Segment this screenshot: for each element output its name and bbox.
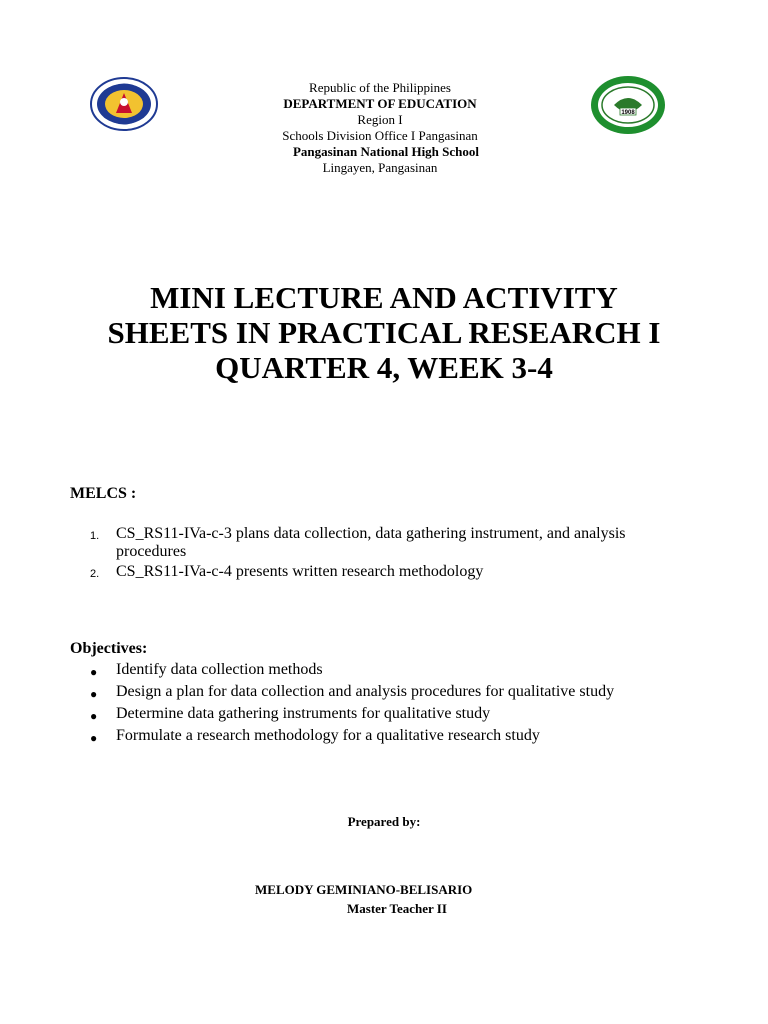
objectives-heading: Objectives: <box>70 640 148 657</box>
item-text: Determine data gathering instruments for qualitative study <box>116 705 491 722</box>
bullet-icon: ● <box>90 665 98 679</box>
letterhead <box>0 80 760 176</box>
item-text: CS_RS11-IVa-c-4 presents written research methodology <box>116 563 484 580</box>
item-number: 2. <box>90 568 100 580</box>
objectives-list <box>90 661 690 749</box>
document-title <box>0 280 768 385</box>
prepared-by-label: Prepared by: <box>347 814 421 829</box>
letterhead-country: Republic of the Philippines <box>309 80 451 95</box>
letterhead-division: Schools Division Office I Pangasinan <box>282 128 478 143</box>
item-text: Formulate a research methodology for a qualitative research study <box>116 727 540 744</box>
melcs-list <box>90 525 690 585</box>
letterhead-region: Region I <box>357 112 403 127</box>
letterhead-department: DEPARTMENT OF EDUCATION <box>283 96 477 111</box>
item-number: 1. <box>90 530 100 542</box>
bullet-icon: ● <box>90 731 98 745</box>
list-item <box>90 661 690 681</box>
title-line-3: QUARTER 4, WEEK 3-4 <box>215 350 553 385</box>
bullet-icon: ● <box>90 709 98 723</box>
list-item <box>90 705 690 725</box>
svg-text:1908: 1908 <box>621 110 635 116</box>
author-position: Master Teacher II <box>347 901 447 916</box>
author-name: MELODY GEMINIANO-BELISARIO <box>255 882 473 897</box>
list-item <box>90 563 690 583</box>
item-text: Design a plan for data collection and analysis procedures for qualitative study <box>116 683 615 700</box>
title-line-2: SHEETS IN PRACTICAL RESEARCH I <box>107 315 661 350</box>
list-item <box>90 727 690 747</box>
letterhead-school: Pangasinan National High School <box>292 144 480 159</box>
title-line-1: MINI LECTURE AND ACTIVITY <box>150 280 618 315</box>
melcs-heading: MELCS : <box>70 485 137 502</box>
list-item <box>90 525 690 561</box>
item-text: Identify data collection methods <box>116 661 323 678</box>
list-item <box>90 683 690 703</box>
bullet-icon: ● <box>90 687 98 701</box>
letterhead-location: Lingayen, Pangasinan <box>322 160 438 175</box>
item-text: CS_RS11-IVa-c-3 plans data collection, data gathering instrument, and analysis procedures <box>116 525 626 560</box>
